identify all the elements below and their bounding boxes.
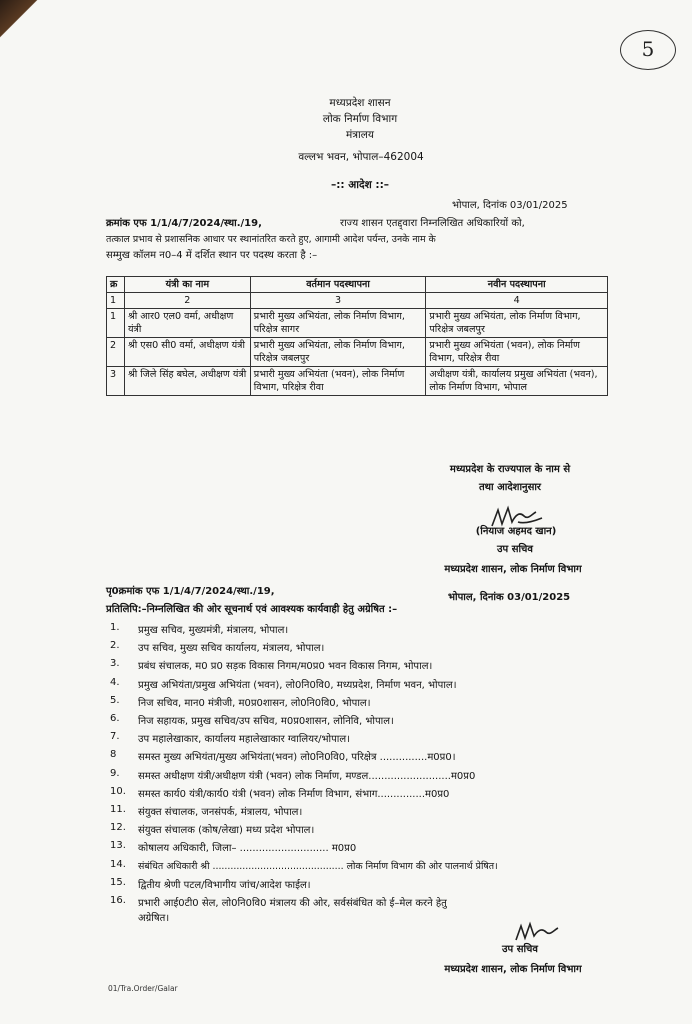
header-line-3: मंत्रालय (345, 129, 374, 141)
copy-item-text: अग्रेषित। (138, 913, 170, 925)
col-header-current: वर्तमान पदस्थापना (250, 277, 426, 293)
copy-ref: पृ0क्रमांक एफ 1/1/4/7/2024/स्था./19, (106, 586, 275, 597)
copy-item-number: 16. (110, 895, 126, 906)
posting-table (106, 276, 608, 396)
copy-item-number: 4. (110, 676, 120, 688)
cell-name: श्री एस0 सी0 वर्मा, अधीक्षण यंत्री (124, 338, 250, 367)
cell-current: प्रभारी मुख्य अभियंता (भवन), लोक निर्माण विभाग, परिक्षेत्र रीवा (250, 367, 426, 396)
copy-item-text: उप सचिव, मुख्य सचिव कार्यालय, मंत्रालय, भोपाल। (138, 643, 325, 655)
table-number-row (107, 293, 608, 309)
copy-item-number: 8 (110, 749, 117, 761)
col-header-new: नवीन पदस्थापना (426, 277, 608, 293)
table-header-row (107, 277, 608, 293)
copy-item-text: समस्त मुख्य अभियंता/मुख्य अभियंता(भवन) लो0नि0वि0, परिक्षेत्र ...............म0प्र0। (138, 752, 456, 764)
page-number: 5 (620, 30, 676, 70)
col-header-name: यंत्री का नाम (124, 277, 250, 293)
copy-item-text: प्रबंध संचालक, म0 प्र0 सड़क विकास निगम/म0प्र0 भवन विकास निगम, भोपाल। (138, 661, 433, 673)
cell-new: प्रभारी मुख्य अभियंता, लोक निर्माण विभाग, परिक्षेत्र जबलपुर (426, 309, 608, 338)
signatory-name: (नियाज अहमद खान) (475, 526, 557, 537)
copy-date: भोपाल, दिनांक 03/01/2025 (448, 592, 571, 603)
cell-sno: 2 (107, 338, 125, 367)
order-ref: क्रमांक एफ 1/1/4/7/2024/स्था./19, (106, 218, 262, 229)
cell-sno: 1 (107, 309, 125, 338)
footer-ref: 01/Tra.Order/Galar (108, 984, 178, 993)
cell-new: प्रभारी मुख्य अभियंता (भवन), लोक निर्माण विभाग, परिक्षेत्र रीवा (426, 338, 608, 367)
copy-item-number: 7. (110, 731, 120, 743)
cell-name: श्री जिले सिंह बघेल, अधीक्षण यंत्री (124, 367, 250, 396)
copy-item-number: 3. (110, 658, 120, 670)
copy-item-text: संयुक्त संचालक, जनसंपर्क, मंत्रालय, भोपाल। (138, 807, 303, 818)
governor-line-1: मध्यप्रदेश के राज्यपाल के नाम से (449, 464, 571, 475)
copy-item-number: 15. (110, 876, 126, 888)
cell-sno: 3 (107, 367, 125, 396)
header-line-1: मध्यप्रदेश शासन (329, 97, 391, 109)
signatory2-department: मध्यप्रदेश शासन, लोक निर्माण विभाग (444, 964, 582, 975)
col-number: 2 (124, 293, 250, 309)
col-number: 4 (426, 293, 608, 309)
table-row (107, 338, 608, 367)
cell-current: प्रभारी मुख्य अभियंता, लोक निर्माण विभाग, परिक्षेत्र सागर (250, 309, 426, 338)
copy-item-text: समस्त अधीक्षण यंत्री/अधीक्षण यंत्री (भवन) लोक निर्माण, मण्डल..........................म0प्र0 (138, 770, 476, 782)
cell-name: श्री आर0 एल0 वर्मा, अधीक्षण यंत्री (124, 309, 250, 338)
signatory2-designation: उप सचिव (502, 944, 538, 955)
col-number: 3 (250, 293, 426, 309)
copy-item-text: निज सहायक, प्रमुख सचिव/उप सचिव, म0प्र0शासन, लोनिवि, भोपाल। (138, 716, 394, 727)
copy-item-text: प्रभारी आई0टी0 सेल, लो0नि0वि0 मंत्रालय की ओर, सर्वसंबंधित को ई–मेल करने हेतु (138, 898, 447, 909)
copy-item-text: प्रमुख अभियंता/प्रमुख अभियंता (भवन), लो0नि0वि0, मध्यप्रदेश, निर्माण भवन, भोपाल। (138, 679, 457, 691)
cell-current: प्रभारी मुख्य अभियंता, लोक निर्माण विभाग, परिक्षेत्र जबलपुर (250, 338, 426, 367)
order-title: –:: आदेश ::– (330, 179, 390, 191)
order-text-1: राज्य शासन एतद्द्वारा निम्नलिखित अधिकारियों को, (340, 218, 525, 229)
copy-item-text: कोषालय अधिकारी, जिला– ............................ म0प्र0 (138, 843, 357, 855)
table-row (107, 367, 608, 396)
copy-item-text: द्वितीय श्रेणी पटल/विभागीय जांच/आदेश फाईल। (138, 879, 311, 891)
order-text-3: सम्मुख कॉलम न0–4 में दर्शित स्थान पर पदस्थ करता है :– (106, 250, 318, 261)
copy-item-text: संबंधित अधिकारी श्री ............................................ लोक निर्माण विभाग की ओर पालनार्थ प्रेषित। (138, 860, 498, 872)
copy-item-number: 6. (110, 713, 120, 724)
copy-item-number: 11. (110, 804, 126, 815)
header-line-4: वल्लभ भवन, भोपाल–462004 (298, 151, 424, 163)
copy-item-text: समस्त कार्य0 यंत्री/कार्य0 यंत्री (भवन) लोक निर्माण विभाग, संभाग...............म0प्र0 (138, 788, 450, 800)
col-number: 1 (107, 293, 125, 309)
table-row (107, 309, 608, 338)
signatory-department: मध्यप्रदेश शासन, लोक निर्माण विभाग (444, 564, 582, 575)
copy-item-text: उप महालेखाकार, कार्यालय महालेखाकार ग्वालियर/भोपाल। (138, 734, 350, 746)
signatory-designation: उप सचिव (497, 544, 533, 555)
copy-item-number: 2. (110, 640, 120, 652)
copy-item-text: संयुक्त संचालक (कोष/लेखा) मध्य प्रदेश भोपाल। (138, 825, 315, 837)
copy-item-number: 10. (110, 785, 126, 797)
governor-line-2: तथा आदेशानुसार (478, 482, 542, 493)
copy-item-number: 13. (110, 840, 126, 852)
copy-item-number: 14. (110, 858, 126, 870)
copy-item-text: निज सचिव, मान0 मंत्रीजी, म0प्र0शासन, लो0नि0वि0, भोपाल। (138, 697, 371, 709)
torn-corner (0, 0, 46, 46)
header-line-2: लोक निर्माण विभाग (322, 113, 398, 125)
order-text-2: तत्काल प्रभाव से प्रशासनिक आधार पर स्थानांतरित करते हुए, आगामी आदेश पर्यन्त, उनके नाम के (106, 234, 436, 245)
copy-item-number: 1. (110, 622, 120, 633)
col-header-sno: क्र (107, 277, 125, 293)
copy-item-number: 12. (110, 822, 126, 834)
cell-new: अधीक्षण यंत्री, कार्यालय प्रमुख अभियंता (भवन), लोक निर्माण विभाग, भोपाल (426, 367, 608, 396)
copy-item-number: 5. (110, 694, 120, 706)
copy-item-number: 9. (110, 767, 120, 779)
place-date: भोपाल, दिनांक 03/01/2025 (452, 200, 568, 211)
copy-heading: प्रतिलिपि:–निम्नलिखित की ओर सूचनार्थ एवं आवश्यक कार्यवाही हेतु अग्रेषित :– (106, 604, 398, 615)
copy-item-text: प्रमुख सचिव, मुख्यमंत्री, मंत्रालय, भोपाल। (138, 625, 289, 636)
